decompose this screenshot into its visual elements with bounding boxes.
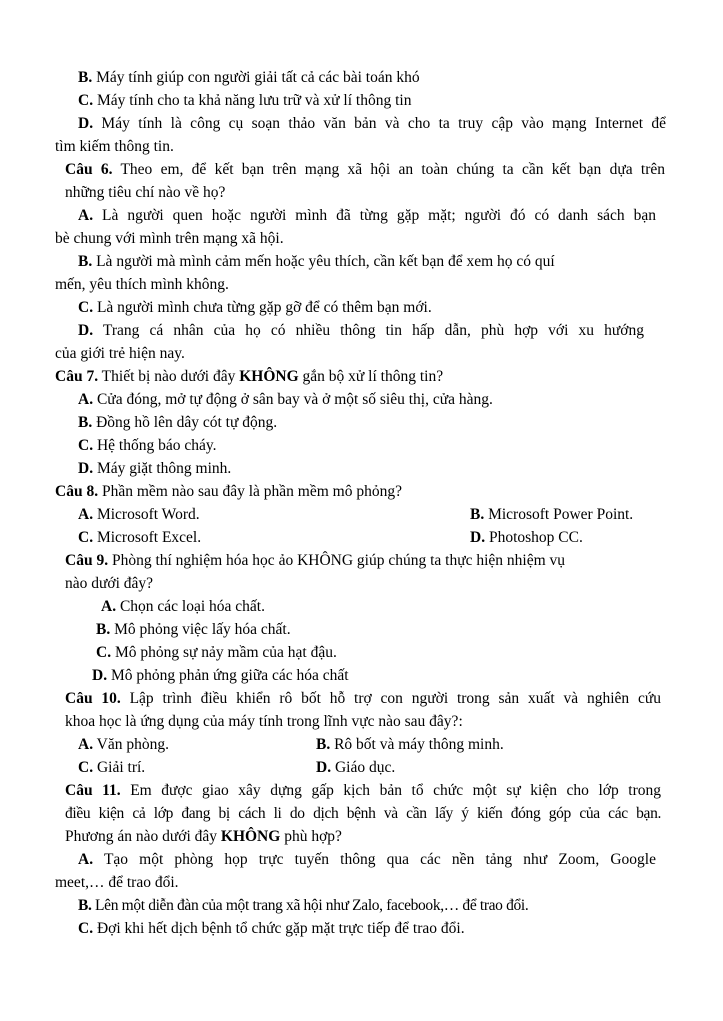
question-label: D.: [92, 667, 108, 684]
question-label: Câu 8.: [55, 483, 99, 500]
line-text: meet,… để trao đổi.: [55, 874, 179, 891]
line-text: khoa học là ứng dụng của máy tính trong lĩnh vực nào sau đây?:: [65, 713, 463, 730]
text-line: [316, 734, 504, 756]
line-text: điều kiện cả lớp đang bị cách li do dịch bệnh và cần lấy ý kiến đóng góp của các bạn.: [65, 805, 661, 822]
text-line: [470, 527, 583, 549]
line-text: Phần mềm nào sau đây là phần mềm mô phỏng?: [98, 483, 402, 500]
line-text: tìm kiếm thông tin.: [55, 138, 174, 155]
line-text: Văn phòng.: [93, 736, 169, 753]
text-line: [470, 504, 633, 526]
line-text: Mô phỏng phản ứng giữa các hóa chất: [107, 667, 349, 684]
question-label: C.: [78, 92, 94, 109]
question-label: A.: [78, 851, 94, 868]
text-line: [55, 872, 179, 894]
question-label: A.: [78, 506, 94, 523]
question-label: A.: [78, 736, 94, 753]
text-line: [78, 67, 420, 89]
line-text: Máy tính cho ta khả năng lưu trữ và xử lí thông tin: [93, 92, 412, 109]
text-line: [78, 895, 528, 917]
line-text: Trang cá nhân của họ có nhiều thông tin hấp dẫn, phù hợp với xu hướng: [93, 322, 644, 339]
line-text: Giải trí.: [93, 759, 146, 776]
text-line: [78, 504, 200, 526]
line-text: Lên một diễn đàn của một trang xã hội như Zalo, facebook,… để trao đổi.: [91, 897, 529, 914]
line-text: Phòng thí nghiệm hóa học ảo KHÔNG giúp chúng ta thực hiện nhiệm vụ: [108, 552, 566, 569]
text-line: [55, 274, 229, 296]
text-line: [316, 757, 395, 779]
question-label: C.: [78, 920, 94, 937]
text-line: [92, 665, 349, 687]
line-text: mến, yêu thích mình không.: [55, 276, 229, 293]
question-label: C.: [78, 759, 94, 776]
line-text: bè chung với mình trên mạng xã hội.: [55, 230, 284, 247]
line-text: Lập trình điều khiển rô bốt hỗ trợ con người trong sản xuất và nghiên cứu: [120, 690, 661, 707]
line-text: Đồng hồ lên dây cót tự động.: [92, 414, 278, 431]
text-line: [65, 826, 342, 848]
text-line: [78, 90, 411, 112]
text-line: [55, 366, 443, 388]
line-text: Em được giao xây dựng gấp kịch bản tổ chức một sự kiện cho lớp trong: [120, 782, 661, 799]
line-text-tail: phù hợp?: [280, 828, 342, 845]
text-line: [78, 205, 656, 227]
text-line: [65, 182, 225, 204]
text-line: [96, 619, 291, 641]
question-label: A.: [78, 207, 94, 224]
text-line: [65, 711, 463, 733]
question-label: C.: [78, 299, 94, 316]
question-label: Câu 10.: [65, 690, 121, 707]
line-text: Hệ thống báo cháy.: [93, 437, 217, 454]
question-label: Câu 9.: [65, 552, 109, 569]
text-line: [78, 297, 432, 319]
line-text: Giáo dục.: [331, 759, 396, 776]
text-line: [55, 481, 402, 503]
text-line: [55, 136, 174, 158]
question-label: B.: [78, 414, 93, 431]
text-line: [78, 389, 493, 411]
emphasis-text: KHÔNG: [239, 368, 299, 385]
question-label: B.: [78, 253, 93, 270]
text-line: [65, 573, 153, 595]
line-text: Mô phỏng sự nảy mầm của hạt đậu.: [111, 644, 337, 661]
line-text: Photoshop CC.: [485, 529, 583, 546]
line-text-tail: gắn bộ xử lí thông tin?: [298, 368, 444, 385]
question-label: B.: [470, 506, 485, 523]
text-line: [78, 918, 465, 940]
question-label: D.: [78, 115, 94, 132]
line-text: Thiết bị nào dưới đây: [98, 368, 240, 385]
line-text: Chọn các loại hóa chất.: [116, 598, 265, 615]
text-line: [78, 527, 201, 549]
line-text: nào dưới đây?: [65, 575, 154, 592]
text-line: [55, 228, 284, 250]
line-text: những tiêu chí nào về họ?: [65, 184, 226, 201]
line-text: Microsoft Word.: [93, 506, 200, 523]
text-line: [78, 251, 555, 273]
question-label: B.: [316, 736, 331, 753]
line-text: Microsoft Power Point.: [484, 506, 634, 523]
line-text: Microsoft Excel.: [93, 529, 202, 546]
question-label: D.: [316, 759, 332, 776]
question-label: Câu 11.: [65, 782, 121, 799]
question-label: A.: [101, 598, 117, 615]
text-line: [78, 757, 145, 779]
line-text: Là người mình chưa từng gặp gỡ để có thêm bạn mới.: [93, 299, 432, 316]
text-line: [65, 159, 665, 181]
line-text: Tạo một phòng họp trực tuyến thông qua các nền tảng như Zoom, Google: [93, 851, 656, 868]
question-label: C.: [78, 529, 94, 546]
text-line: [55, 343, 185, 365]
line-text: Máy tính là công cụ soạn thảo văn bản và cho ta truy cập vào mạng Internet để: [93, 115, 666, 132]
text-line: [96, 642, 337, 664]
question-label: D.: [78, 460, 94, 477]
text-line: [65, 780, 661, 802]
text-line: [65, 688, 661, 710]
question-label: D.: [470, 529, 486, 546]
line-text: Đợi khi hết dịch bệnh tổ chức gặp mặt trực tiếp để trao đổi.: [93, 920, 465, 937]
question-label: Câu 6.: [65, 161, 113, 178]
question-label: D.: [78, 322, 94, 339]
text-line: [78, 320, 644, 342]
text-line: [78, 734, 169, 756]
text-line: [78, 435, 216, 457]
text-line: [65, 803, 661, 825]
question-label: A.: [78, 391, 94, 408]
line-text: Là người quen hoặc người mình đã từng gặp mặt; người đó có danh sách bạn: [93, 207, 656, 224]
question-label: Câu 7.: [55, 368, 99, 385]
question-label: C.: [96, 644, 112, 661]
line-text: Theo em, để kết bạn trên mạng xã hội an toàn chúng ta cần kết bạn dựa trên: [112, 161, 665, 178]
line-text: Máy giặt thông minh.: [93, 460, 232, 477]
text-line: [78, 849, 656, 871]
line-text: Máy tính giúp con người giải tất cả các bài toán khó: [92, 69, 420, 86]
emphasis-text: KHÔNG: [220, 828, 281, 845]
text-line: [78, 458, 231, 480]
line-text: Mô phỏng việc lấy hóa chất.: [110, 621, 291, 638]
question-label: B.: [78, 897, 92, 914]
text-line: [78, 412, 277, 434]
line-text: Rô bốt và máy thông minh.: [330, 736, 504, 753]
question-label: B.: [78, 69, 93, 86]
line-text: của giới trẻ hiện nay.: [55, 345, 185, 362]
question-label: C.: [78, 437, 94, 454]
text-line: [65, 550, 565, 572]
question-label: B.: [96, 621, 111, 638]
text-line: [78, 113, 666, 135]
line-text: Cửa đóng, mở tự động ở sân bay và ở một số siêu thị, cửa hàng.: [93, 391, 493, 408]
text-line: [101, 596, 265, 618]
line-text: Phương án nào dưới đây: [65, 828, 221, 845]
line-text: Là người mà mình cảm mến hoặc yêu thích, cần kết bạn để xem họ có quí: [92, 253, 555, 270]
